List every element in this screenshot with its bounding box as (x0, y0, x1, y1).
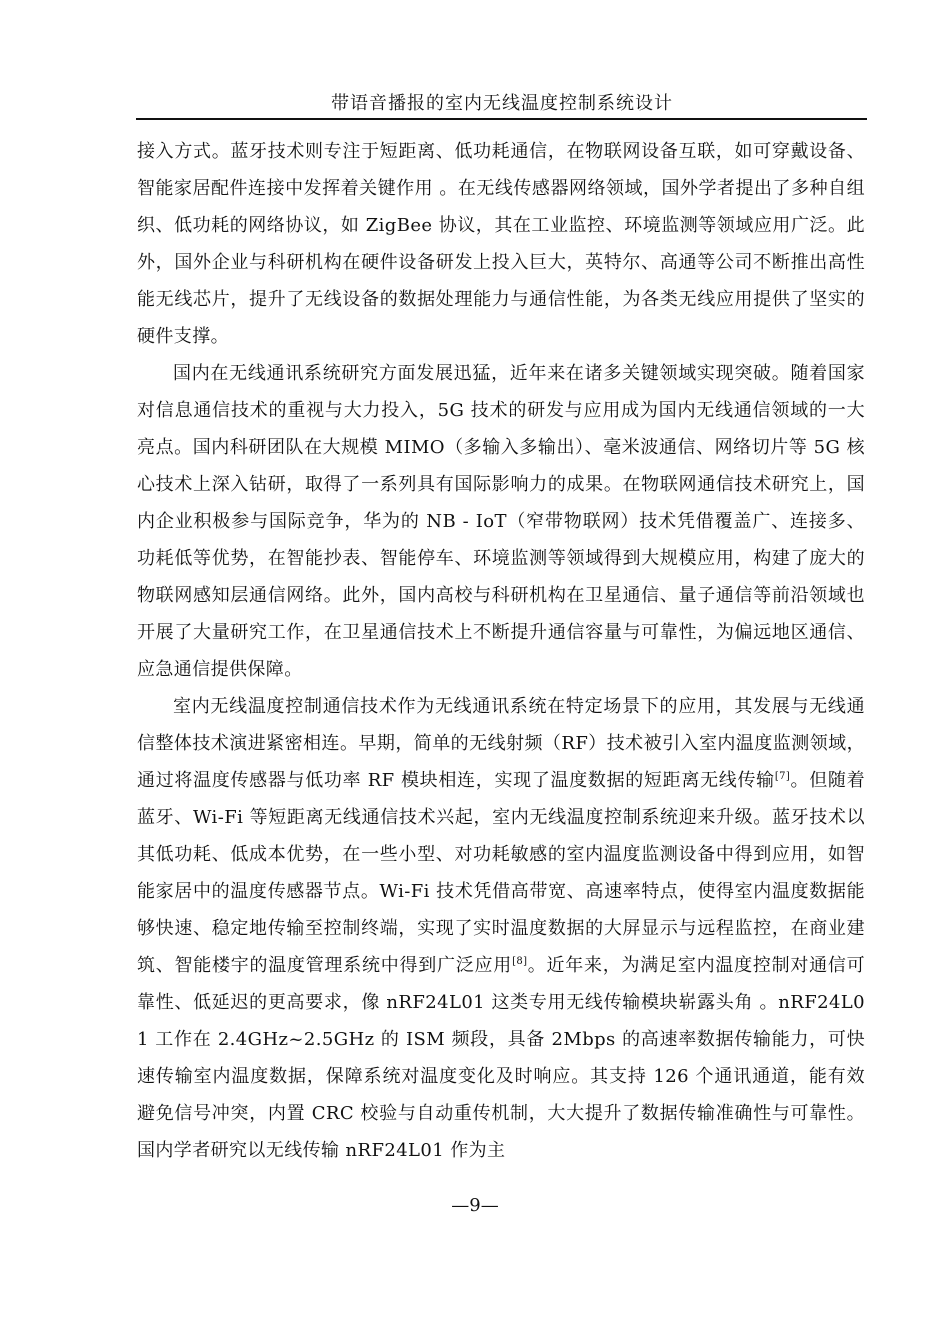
citation-8: [8] (512, 956, 528, 967)
running-header: 带语音播报的室内无线温度控制系统设计 (331, 93, 673, 114)
citation-7: [7] (774, 771, 791, 782)
header-rule (136, 118, 867, 120)
paragraph-indoor-wireless-temperature (137, 688, 865, 1169)
paragraph-foreign-research: 接入方式。蓝牙技术则专注于短距离、低功耗通信，在物联网设备互联，如可穿戴设备、智能家居配件连接中发挥着关键作用 。在无线传感器网络领域，国外学者提出了多种自组织、低功耗的网络协议，如 ZigBee 协议，其在工业监控、环境监测等领域应用广泛。此外，国外企业与科研机构在硬件设备研发上投入巨大，英特尔、高通等公司不断推出高性能无线芯片，提升了无线设备的数据处理能力与通信性能，为各类无线应用提供了坚实的硬件支撑。 (137, 141, 865, 347)
page-number: —9— (451, 1195, 499, 1216)
body-text (137, 133, 865, 1169)
paragraph-text-part-3: 。近年来，为满足室内温度控制对通信可靠性、低延迟的更高要求，像 nRF24L01 这类专用无线传输模块崭露头角 。nRF24L01 工作在 2.4GHz~2.5GHz 的 ISM 频段，具备 2Mbps 的高速率数据传输能力，可快速传输室内温度数据，保障系统对温度变化及时响应。其支持 126 个通讯通道，能有效避免信号冲突，内置 CRC 校验与自动重传机制，大大提升了数据传输准确性与可靠性。国内学者研究以无线传输 nRF24L01 作为主 (137, 955, 865, 1161)
paragraph-text-part-1: 室内无线温度控制通信技术作为无线通讯系统在特定场景下的应用，其发展与无线通信整体技术演进紧密相连。早期，简单的无线射频（RF）技术被引入室内温度监测领域，通过将温度传感器与低功率 RF 模块相连，实现了温度数据的短距离无线传输 (137, 696, 865, 791)
paragraph-text-part-2: 。但随着蓝牙、Wi-Fi 等短距离无线通信技术兴起，室内无线温度控制系统迎来升级。蓝牙技术以其低功耗、低成本优势，在一些小型、对功耗敏感的室内温度监测设备中得到应用，如智能家居中的温度传感器节点。Wi-Fi 技术凭借高带宽、高速率特点，使得室内温度数据能够快速、稳定地传输至控制终端，实现了实时温度数据的大屏显示与远程监控，在商业建筑、智能楼宇的温度管理系统中得到广泛应用 (137, 770, 865, 976)
paragraph-domestic-research: 国内在无线通讯系统研究方面发展迅猛，近年来在诸多关键领域实现突破。随着国家对信息通信技术的重视与大力投入，5G 技术的研发与应用成为国内无线通信领域的一大亮点。国内科研团队在大规模 MIMO（多输入多输出）、毫米波通信、网络切片等 5G 核心技术上深入钻研，取得了一系列具有国际影响力的成果。在物联网通信技术研究上，国内企业积极参与国际竞争，华为的 NB - IoT（窄带物联网）技术凭借覆盖广、连接多、功耗低等优势，在智能抄表、智能停车、环境监测等领域得到大规模应用，构建了庞大的物联网感知层通信网络。此外，国内高校与科研机构在卫星通信、量子通信等前沿领域也开展了大量研究工作，在卫星通信技术上不断提升通信容量与可靠性，为偏远地区通信、应急通信提供保障。 (137, 363, 865, 680)
